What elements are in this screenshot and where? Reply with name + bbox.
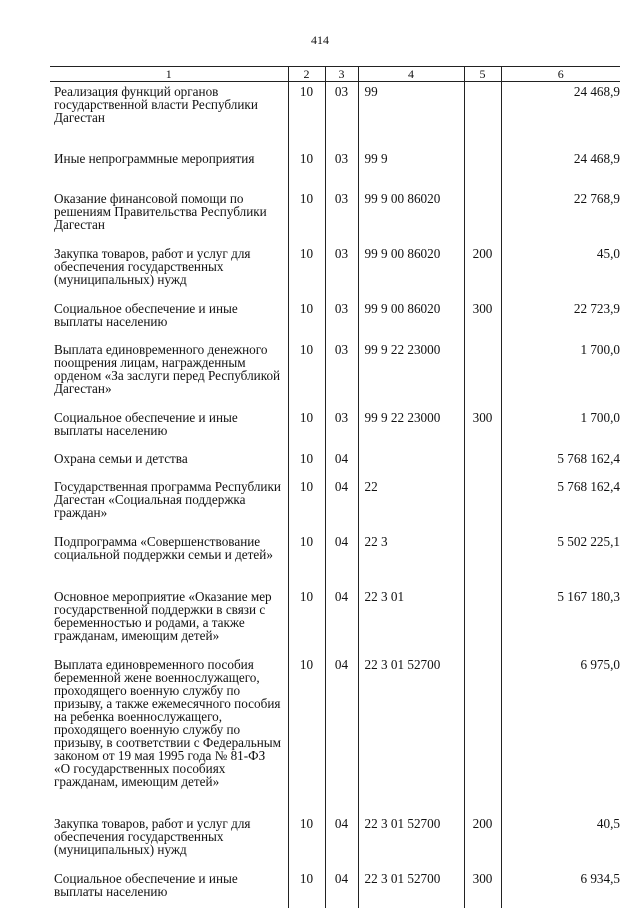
row-target-code: 22 3 01 52700 xyxy=(358,655,464,814)
row-target-code: 99 9 00 86020 xyxy=(358,299,464,340)
row-amount: 22 768,9 xyxy=(501,189,620,244)
row-name: Реализация функций органов государственной власти Республики Дагестан xyxy=(54,84,258,125)
row-amount: 5 768 162,4 xyxy=(501,449,620,477)
row-amount: 5 167 180,3 xyxy=(501,587,620,655)
row-subsection: 04 xyxy=(325,477,358,532)
row-amount: 1 700,0 xyxy=(501,408,620,449)
row-name: Охрана семьи и детства xyxy=(54,451,188,466)
row-subsection: 04 xyxy=(325,655,358,814)
table-row xyxy=(50,408,620,449)
row-name: Социальное обеспечение и иные выплаты населению xyxy=(54,871,238,899)
table-row xyxy=(50,82,620,150)
row-amount: 40,5 xyxy=(501,814,620,869)
row-expense-type: 200 xyxy=(464,814,501,869)
row-name: Социальное обеспечение и иные выплаты населению xyxy=(54,301,238,329)
row-target-code: 99 9 22 23000 xyxy=(358,408,464,449)
row-target-code: 22 3 01 52700 xyxy=(358,814,464,869)
table-row xyxy=(50,189,620,244)
column-header: 6 xyxy=(501,67,620,82)
row-target-code: 99 9 xyxy=(358,149,464,189)
row-subsection: 03 xyxy=(325,244,358,299)
row-name: Подпрограмма «Совершенствование социальной поддержки семьи и детей» xyxy=(54,534,273,562)
row-section: 10 xyxy=(288,532,325,587)
row-section: 10 xyxy=(288,408,325,449)
table-row xyxy=(50,869,620,908)
row-amount: 6 934,5 xyxy=(501,869,620,908)
row-subsection: 03 xyxy=(325,82,358,150)
row-section: 10 xyxy=(288,244,325,299)
row-expense-type xyxy=(464,477,501,532)
row-section: 10 xyxy=(288,477,325,532)
table-row xyxy=(50,449,620,477)
table-row xyxy=(50,340,620,408)
table-row xyxy=(50,532,620,587)
row-expense-type: 300 xyxy=(464,869,501,908)
table-row xyxy=(50,477,620,532)
row-target-code: 22 3 xyxy=(358,532,464,587)
table-header-row xyxy=(50,67,620,82)
table-row xyxy=(50,655,620,814)
row-amount: 24 468,9 xyxy=(501,82,620,150)
row-section: 10 xyxy=(288,449,325,477)
row-section: 10 xyxy=(288,814,325,869)
column-header: 2 xyxy=(288,67,325,82)
row-name: Оказание финансовой помощи по решениям Правительства Республики Дагестан xyxy=(54,191,267,232)
row-expense-type: 300 xyxy=(464,299,501,340)
row-subsection: 04 xyxy=(325,449,358,477)
row-expense-type: 300 xyxy=(464,408,501,449)
row-expense-type xyxy=(464,587,501,655)
row-expense-type: 200 xyxy=(464,244,501,299)
table-row xyxy=(50,244,620,299)
row-name: Иные непрограммные мероприятия xyxy=(54,151,255,166)
row-subsection: 03 xyxy=(325,408,358,449)
row-section: 10 xyxy=(288,340,325,408)
row-section: 10 xyxy=(288,82,325,150)
row-subsection: 03 xyxy=(325,189,358,244)
row-subsection: 04 xyxy=(325,814,358,869)
row-subsection: 03 xyxy=(325,340,358,408)
row-name: Государственная программа Республики Дагестан «Социальная поддержка граждан» xyxy=(54,479,281,520)
row-target-code: 99 9 00 86020 xyxy=(358,189,464,244)
row-expense-type xyxy=(464,532,501,587)
row-target-code: 99 xyxy=(358,82,464,150)
page-number: 414 xyxy=(311,33,329,47)
row-section: 10 xyxy=(288,587,325,655)
row-expense-type xyxy=(464,189,501,244)
row-subsection: 03 xyxy=(325,149,358,189)
table-row xyxy=(50,299,620,340)
row-amount: 5 768 162,4 xyxy=(501,477,620,532)
row-expense-type xyxy=(464,655,501,814)
row-target-code: 22 3 01 xyxy=(358,587,464,655)
row-section: 10 xyxy=(288,189,325,244)
row-expense-type xyxy=(464,82,501,150)
row-amount: 1 700,0 xyxy=(501,340,620,408)
column-header: 5 xyxy=(464,67,501,82)
column-header: 4 xyxy=(358,67,464,82)
table-row xyxy=(50,814,620,869)
row-expense-type xyxy=(464,149,501,189)
row-name: Основное мероприятие «Оказание мер государственной поддержки в связи с беременностью и родами, а также гражданам, имеющим детей» xyxy=(54,589,272,643)
column-header: 3 xyxy=(325,67,358,82)
row-amount: 6 975,0 xyxy=(501,655,620,814)
column-header: 1 xyxy=(50,67,288,82)
row-section: 10 xyxy=(288,149,325,189)
row-name: Выплата единовременного пособия беременной жене военнослужащего, проходящего военную службу по призыву, а также ежемесячного пособия на ребенка военнослужащего, проходящего военную службу по призыву, в соответствии с Федеральным законом от 19 мая 1995 года № 81-ФЗ «О государственных пособиях гражданам, имеющим детей» xyxy=(54,657,281,789)
row-target-code xyxy=(358,449,464,477)
row-amount: 45,0 xyxy=(501,244,620,299)
row-name: Выплата единовременного денежного поощрения лицам, награжденным орденом «За заслуги перед Республикой Дагестан» xyxy=(54,342,281,396)
row-section: 10 xyxy=(288,299,325,340)
row-name: Социальное обеспечение и иные выплаты населению xyxy=(54,410,238,438)
row-subsection: 03 xyxy=(325,299,358,340)
row-amount: 22 723,9 xyxy=(501,299,620,340)
row-name: Закупка товаров, работ и услуг для обеспечения государственных (муниципальных) нужд xyxy=(54,816,251,857)
row-target-code: 22 xyxy=(358,477,464,532)
row-subsection: 04 xyxy=(325,869,358,908)
row-amount: 24 468,9 xyxy=(501,149,620,189)
row-expense-type xyxy=(464,340,501,408)
row-name: Закупка товаров, работ и услуг для обеспечения государственных (муниципальных) нужд xyxy=(54,246,251,287)
row-amount: 5 502 225,1 xyxy=(501,532,620,587)
row-target-code: 99 9 22 23000 xyxy=(358,340,464,408)
row-subsection: 04 xyxy=(325,587,358,655)
row-subsection: 04 xyxy=(325,532,358,587)
table-row xyxy=(50,149,620,189)
row-target-code: 22 3 01 52700 xyxy=(358,869,464,908)
row-section: 10 xyxy=(288,655,325,814)
table-row xyxy=(50,587,620,655)
row-target-code: 99 9 00 86020 xyxy=(358,244,464,299)
row-expense-type xyxy=(464,449,501,477)
row-section: 10 xyxy=(288,869,325,908)
budget-table xyxy=(50,66,620,908)
